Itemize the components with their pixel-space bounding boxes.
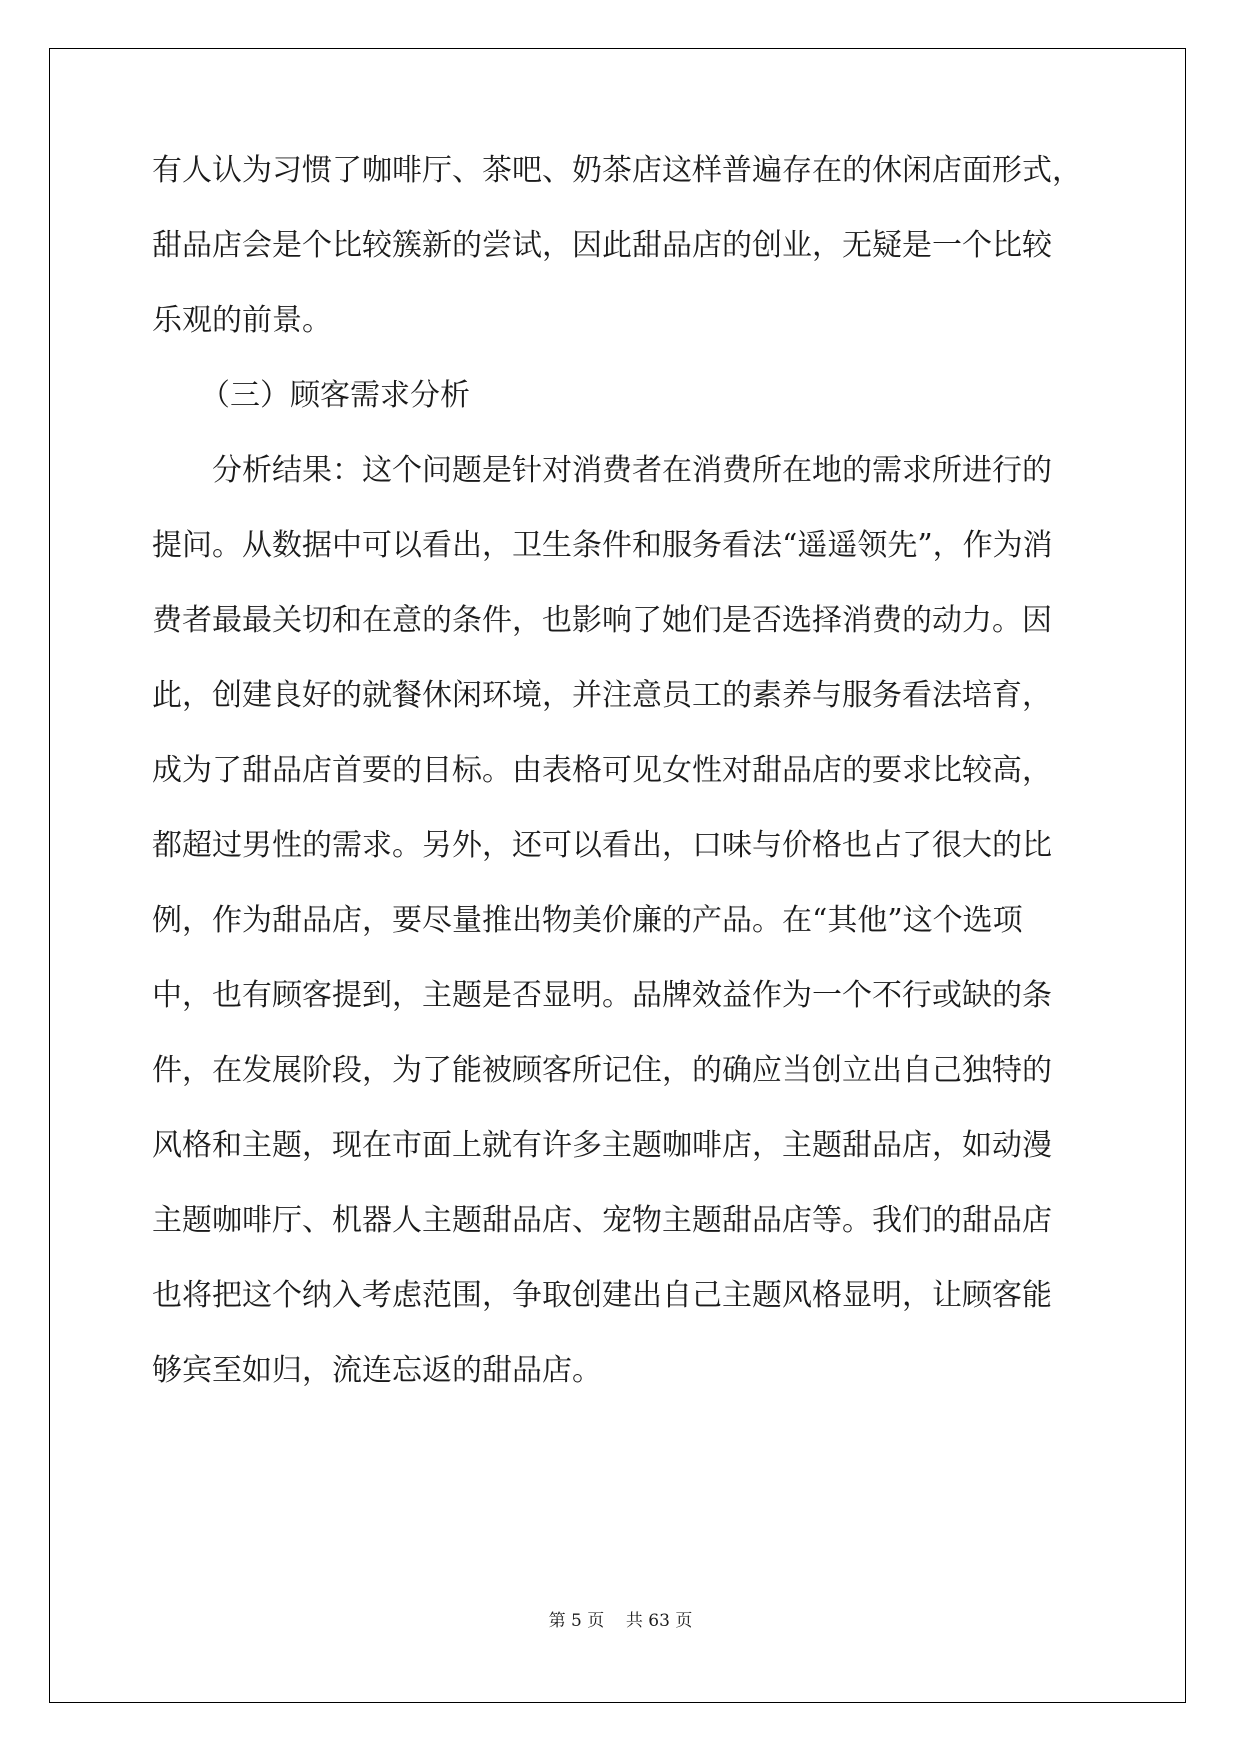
body-line-2: 甜品店会是个比较簇新的尝试，因此甜品店的创业，无疑是一个比较 xyxy=(152,228,1052,263)
body-line-14: 风格和主题，现在市面上就有许多主题咖啡店，主题甜品店，如动漫 xyxy=(152,1128,1052,1163)
body-line-1: 有人认为习惯了咖啡厅、茶吧、奶茶店这样普遍存在的休闲店面形式， xyxy=(152,153,1082,188)
body-line-11: 例，作为甜品店，要尽量推出物美价廉的产品。在“其他”这个选项 xyxy=(152,903,1023,938)
body-line-10: 都超过男性的需求。另外，还可以看出，口味与价格也占了很大的比 xyxy=(152,828,1052,863)
body-line-3: 乐观的前景。 xyxy=(152,303,332,338)
page-border xyxy=(49,48,1186,1703)
body-line-15: 主题咖啡厅、机器人主题甜品店、宠物主题甜品店等。我们的甜品店 xyxy=(152,1203,1052,1238)
body-line-6: 提问。从数据中可以看出，卫生条件和服务看法“遥遥领先”，作为消 xyxy=(152,528,1053,563)
section-heading: （三）顾客需求分析 xyxy=(200,378,470,413)
body-line-8: 此，创建良好的就餐休闲环境，并注意员工的素养与服务看法培育， xyxy=(152,678,1052,713)
body-line-5: 分析结果：这个问题是针对消费者在消费所在地的需求所进行的 xyxy=(212,453,1052,488)
page-number-footer: 第 5 页 共 63 页 xyxy=(548,1611,693,1631)
body-line-13: 件，在发展阶段，为了能被顾客所记住，的确应当创立出自己独特的 xyxy=(152,1053,1052,1088)
body-line-7: 费者最最关切和在意的条件，也影响了她们是否选择消费的动力。因 xyxy=(152,603,1052,638)
body-line-9: 成为了甜品店首要的目标。由表格可见女性对甜品店的要求比较高， xyxy=(152,753,1052,788)
body-line-17: 够宾至如归，流连忘返的甜品店。 xyxy=(152,1353,602,1388)
body-line-16: 也将把这个纳入考虑范围，争取创建出自己主题风格显明，让顾客能 xyxy=(152,1278,1052,1313)
body-line-12: 中，也有顾客提到，主题是否显明。品牌效益作为一个不行或缺的条 xyxy=(152,978,1052,1013)
